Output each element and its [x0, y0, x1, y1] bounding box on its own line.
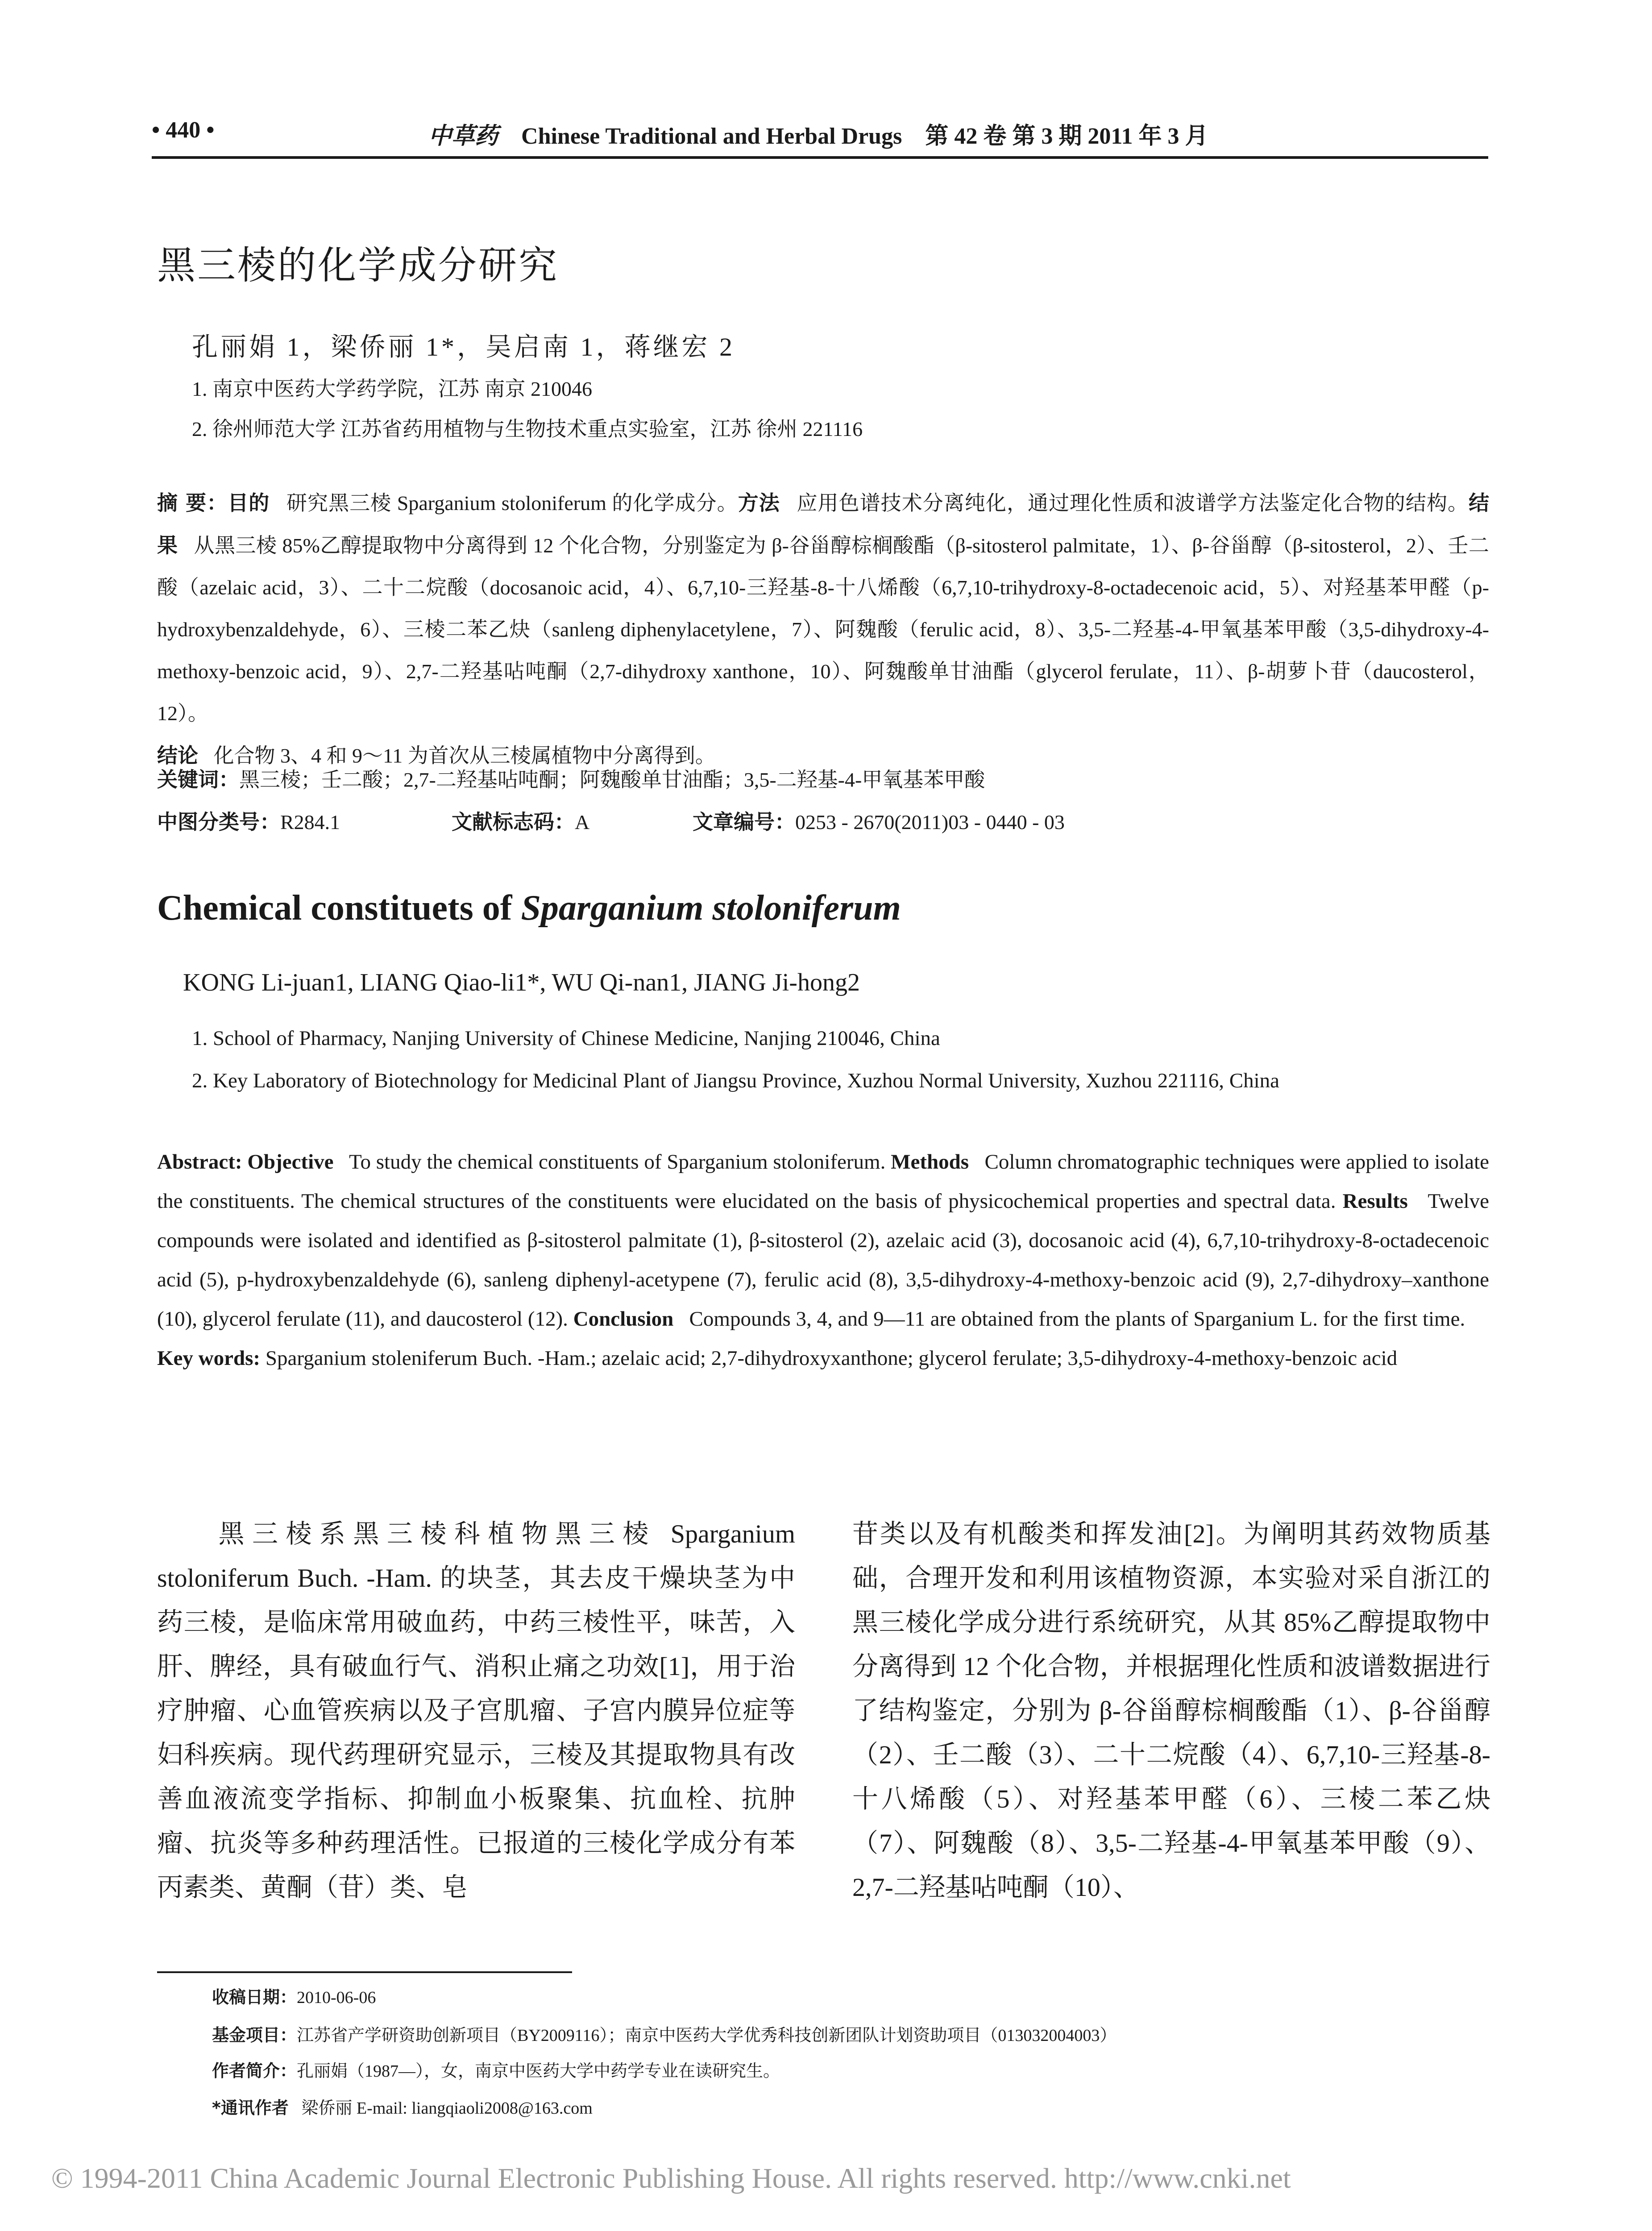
header-rule	[152, 156, 1488, 159]
footnote-bio	[212, 2057, 780, 2082]
fund-label: 基金项目：	[212, 2025, 297, 2045]
footnote-correspondence	[212, 2094, 593, 2119]
conclusion-text-cn: 化合物 3、4 和 9～11 为首次从三棱属植物中分离得到。	[213, 744, 716, 767]
affiliation-cn-2: 2. 徐州师范大学 江苏省药用植物与生物技术重点实验室，江苏 徐州 221116	[192, 418, 863, 440]
conclusion-label-en: Conclusion	[573, 1307, 674, 1331]
body-column-left	[157, 1512, 795, 1909]
authors-en: KONG Li-juan1, LIANG Qiao-li1*, WU Qi-nan1, JIANG Ji-hong2	[183, 969, 860, 996]
keywords-label-en: Key words:	[157, 1347, 261, 1370]
bio-text: 孔丽娟（1987—），女，南京中医药大学中药学专业在读研究生。	[297, 2062, 780, 2081]
footnote-rule	[157, 1971, 572, 1973]
body-column-right	[852, 1512, 1490, 1909]
title-en-italic: Sparganium stoloniferum	[521, 888, 901, 928]
article-no-value: 0253 - 2670(2011)03 - 0440 - 03	[795, 811, 1065, 834]
methods-label-cn: 方法	[738, 491, 780, 515]
results-text-en: Twelve compounds were isolated and identified as β-sitosterol palmitate (1), β-sitosterol (2), azelaic acid (3), docosanoic acid (4), 6,7,10-trihydroxy-8-octadecenoic acid (5), p-hydroxybenzaldehyde (6), sanleng diphenyl-acetypene (7), ferulic acid (8), 3,5-dihydroxy-4-methoxy-benzoic acid (9), 2,7-dihydroxy–xanthone (10), glycerol ferulate (11), and daucosterol (12).	[157, 1190, 1490, 1331]
body-right-text: 苷类以及有机酸类和挥发油[2]。为阐明其药效物质基础，合理开发和利用该植物资源，本实验对采自浙江的黑三棱化学成分进行系统研究，从其 85%乙醇提取物中分离得到 12 个化合物，并根据理化性质和波谱数据进行了结构鉴定，分别为 β-谷甾醇棕榈酸酯（1）、β-谷甾醇（2）、壬二酸（3）、二十二烷酸（4）、6,7,10-三羟基-8-十八烯酸（5）、对羟基苯甲醛（6）、三棱二苯乙炔（7）、阿魏酸（8）、3,5-二羟基-4-甲氧基苯甲酸（9）、2,7-二羟基呫吨酮（10）、	[852, 1519, 1490, 1902]
abstract-label-en: Abstract:	[157, 1150, 242, 1174]
methods-text-cn: 应用色谱技术分离纯化，通过理化性质和波谱学方法鉴定化合物的结构。	[797, 492, 1469, 514]
journal-issue: 第 42 卷 第 3 期 2011 年 3 月	[925, 124, 1208, 149]
page-title-en	[157, 888, 901, 929]
abstract-label-cn: 摘 要：	[157, 491, 228, 515]
doc-code-value: A	[575, 811, 590, 834]
authors-cn: 孔丽娟 1，梁侨丽 1*，吴启南 1，蒋继宏 2	[192, 332, 735, 361]
objective-text-cn: 研究黑三棱 Sparganium stoloniferum 的化学成分。	[286, 492, 738, 514]
fund-text: 江苏省产学研资助创新项目（BY2009116）；南京中医药大学优秀科技创新团队计划资助项目（013032004003）	[297, 2026, 1117, 2045]
running-header	[152, 117, 1488, 153]
footnote-fund	[212, 2021, 1117, 2046]
copyright-footer: © 1994-2011 China Academic Journal Electronic Publishing House. All rights reserved. http://www.cnki.net	[51, 2162, 1291, 2194]
corr-text: 梁侨丽 E-mail: liangqiaoli2008@163.com	[301, 2099, 593, 2118]
body-left-text: 黑三棱系黑三棱科植物黑三棱 Sparganium stoloniferum Buch. -Ham. 的块茎，其去皮干燥块茎为中药三棱，是临床常用破血药，中药三棱性平，味苦，入肝、脾经，具有破血行气、消积止痛之功效[1]，用于治疗肿瘤、心血管疾病以及子宫肌瘤、子宫内膜异位症等妇科疾病。现代药理研究显示，三棱及其提取物具有改善血液流变学指标、抑制血小板聚集、抗血栓、抗肿瘤、抗炎等多种药理活性。已报道的三棱化学成分有苯丙素类、黄酮（苷）类、皂	[157, 1519, 795, 1902]
keywords-cn	[157, 759, 1489, 801]
keywords-text-cn: 黑三棱；壬二酸；2,7-二羟基呫吨酮；阿魏酸单甘油酯；3,5-二羟基-4-甲氧基苯甲酸	[239, 768, 985, 791]
affiliation-en-2: 2. Key Laboratory of Biotechnology for Medicinal Plant of Jiangsu Province, Xuzhou Normal University, Xuzhou 221116, China	[192, 1069, 1280, 1092]
page-title-cn: 黑三棱的化学成分研究	[157, 243, 559, 288]
abstract-cn	[157, 482, 1489, 777]
received-date: 2010-06-06	[297, 1988, 376, 2007]
conclusion-text-en: Compounds 3, 4, and 9—11 are obtained from the plants of Sparganium L. for the first time.	[689, 1307, 1465, 1331]
journal-line	[428, 117, 1208, 150]
title-en-plain: Chemical constituets of	[157, 888, 521, 928]
class-label: 中图分类号：	[157, 810, 280, 834]
keywords-text-en: Sparganium stoleniferum Buch. -Ham.; azelaic acid; 2,7-dihydroxyxanthone; glycerol ferulate; 3,5-dihydroxy-4-methoxy-benzoic acid	[265, 1347, 1398, 1370]
received-label: 收稿日期：	[212, 1987, 297, 2007]
methods-label-en: Methods	[891, 1150, 969, 1174]
objective-label-cn: 目的	[228, 491, 270, 515]
objective-label-en: Objective	[247, 1150, 334, 1174]
affiliation-cn-1: 1. 南京中医药大学药学院，江苏 南京 210046	[192, 377, 592, 400]
objective-text-en: To study the chemical constituents of Sparganium stoloniferum.	[349, 1150, 886, 1174]
results-label-cn: 结果	[157, 491, 1490, 557]
page-number: • 440 •	[152, 117, 215, 143]
classification-line	[157, 801, 1489, 843]
results-text-cn: 从黑三棱 85%乙醇提取物中分离得到 12 个化合物，分别鉴定为 β-谷甾醇棕榈酸酯（β-sitosterol palmitate，1）、β-谷甾醇（β-sitosterol，2）、壬二酸（azelaic acid，3）、二十二烷酸（docosanoic acid，4）、6,7,10-三羟基-8-十八烯酸（6,7,10-trihydroxy-8-octadecenoic acid，5）、对羟基苯甲醛（p-hydroxybenzaldehyde，6）、三棱二苯乙炔（sanleng diphenylacetylene，7）、阿魏酸（ferulic acid，8）、3,5-二羟基-4-甲氧基苯甲酸（3,5-dihydroxy-4-methoxy-benzoic acid，9）、2,7-二羟基呫吨酮（2,7-dihydroxy xanthone，10）、阿魏酸单甘油酯（glycerol ferulate，11）、β-胡萝卜苷（daucosterol，12）。	[157, 534, 1490, 725]
article-no-label: 文章编号：	[693, 810, 795, 834]
bio-label: 作者简介：	[212, 2061, 297, 2081]
results-label-en: Results	[1342, 1190, 1408, 1213]
journal-name-en: Chinese Traditional and Herbal Drugs	[521, 124, 902, 149]
class-value: R284.1	[280, 811, 340, 834]
keywords-label-cn: 关键词：	[157, 767, 239, 792]
corr-label: *通讯作者	[212, 2098, 289, 2118]
footnote-received	[212, 1983, 376, 2008]
doc-code-label: 文献标志码：	[452, 810, 575, 834]
journal-name-cn: 中草药	[428, 124, 498, 149]
conclusion-label-cn: 结论	[157, 743, 198, 767]
methods-text-en: Column chromatographic techniques were applied to isolate the constituents. The chemical structures of the constituents were elucidated on the basis of physicochemical properties and spectral data.	[157, 1150, 1490, 1213]
abstract-en	[157, 1142, 1489, 1378]
affiliation-en-1: 1. School of Pharmacy, Nanjing University of Chinese Medicine, Nanjing 210046, China	[192, 1027, 940, 1050]
